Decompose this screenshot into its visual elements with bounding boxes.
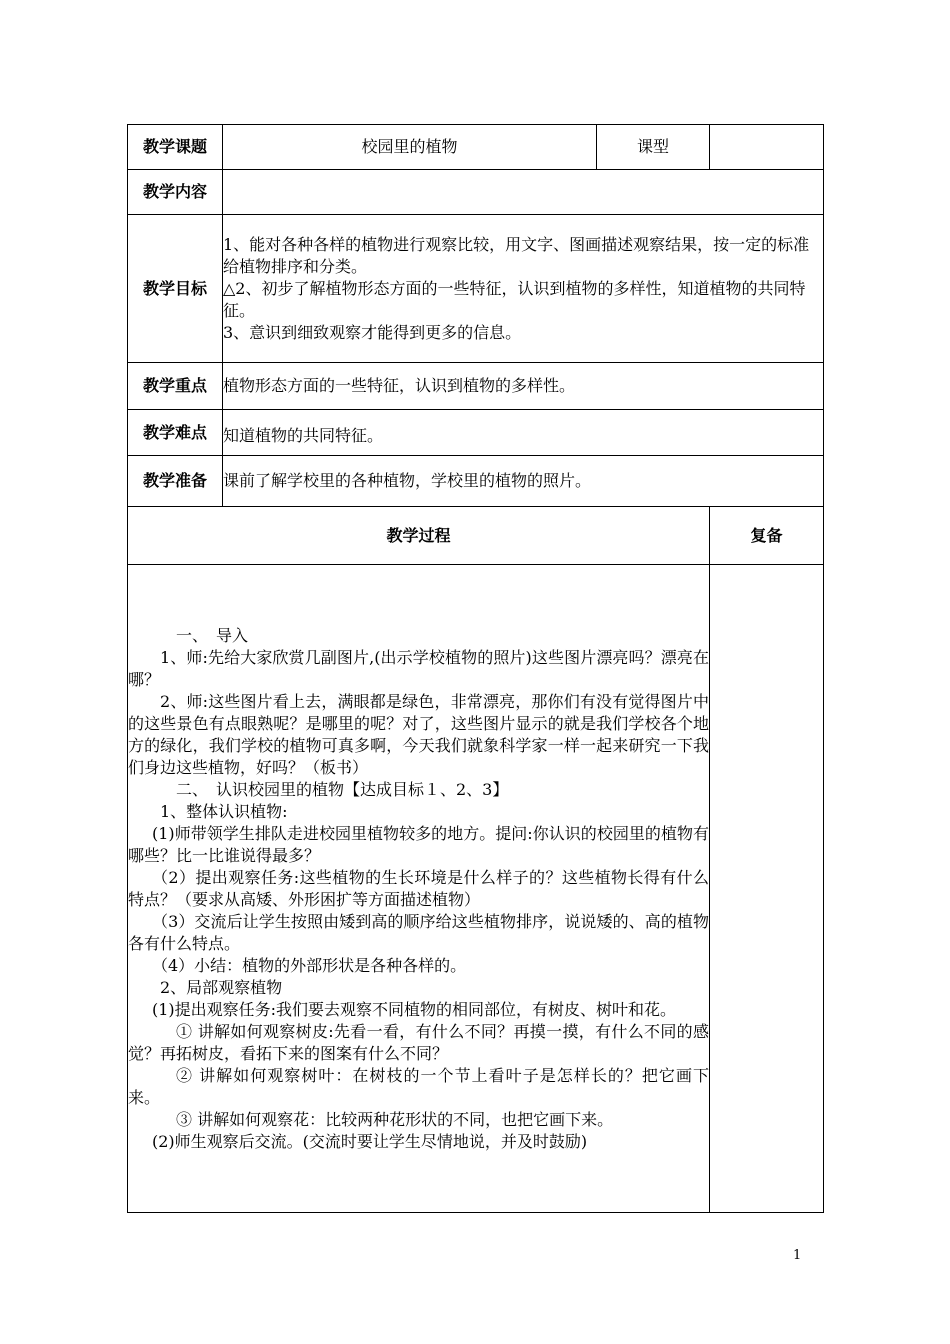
process-paragraph: (2)师生观察后交流。(交流时要让学生尽情地说，并及时鼓励) bbox=[152, 1131, 588, 1151]
process-paragraph: 2、局部观察植物 bbox=[160, 977, 283, 997]
notes-content bbox=[710, 565, 824, 1213]
row-process-body bbox=[128, 565, 824, 1213]
type-label: 课型 bbox=[597, 125, 710, 170]
lesson-plan-table bbox=[127, 124, 824, 1213]
process-paragraph: (1)师带领学生排队走进校园里植物较多的地方。提问:你认识的校园里的植物有哪些？比一比谁说得最多？ bbox=[128, 823, 709, 865]
process-paragraph: （4）小结：植物的外部形状是各种各样的。 bbox=[152, 955, 467, 975]
process-paragraph: 2、师:这些图片看上去，满眼都是绿色，非常漂亮，那你们有没有觉得图片中的这些景色有点眼熟呢？是哪里的呢？对了，这些图片显示的就是我们学校各个地方的绿化，我们学校的植物可真多啊，今天我们就象科学家一样一起来研究一下我们身边这些植物，好吗？（板书） bbox=[128, 691, 709, 777]
process-paragraph: 二、 认识校园里的植物【达成目标１、2、3】 bbox=[176, 779, 509, 799]
page-number: 1 bbox=[793, 1248, 802, 1263]
content-value bbox=[223, 170, 824, 215]
process-paragraph: (1)提出观察任务:我们要去观察不同植物的相同部位，有树皮、树叶和花。 bbox=[152, 999, 677, 1019]
row-content bbox=[128, 170, 824, 215]
row-key-point bbox=[128, 363, 824, 410]
row-topic bbox=[128, 125, 824, 170]
type-value bbox=[710, 125, 824, 170]
row-difficulty bbox=[128, 410, 824, 456]
process-paragraph: 1、师:先给大家欣赏几副图片,(出示学校植物的照片)这些图片漂亮吗？漂亮在哪？ bbox=[128, 647, 709, 689]
prep-label: 教学准备 bbox=[128, 456, 223, 507]
row-preparation bbox=[128, 456, 824, 507]
goals-list bbox=[223, 215, 824, 363]
process-title: 教学过程 bbox=[128, 507, 710, 565]
key-value: 植物形态方面的一些特征，认识到植物的多样性。 bbox=[223, 363, 824, 410]
row-goals bbox=[128, 215, 824, 363]
goal-item: 1、能对各种各样的植物进行观察比较，用文字、图画描述观察结果，按一定的标准给植物排序和分类。 bbox=[223, 234, 810, 276]
process-paragraph: ① 讲解如何观察树皮:先看一看，有什么不同？再摸一摸，有什么不同的感觉？再拓树皮，看拓下来的图案有什么不同？ bbox=[128, 1021, 709, 1063]
process-content bbox=[128, 565, 710, 1213]
process-paragraph: （2）提出观察任务:这些植物的生长环境是什么样子的？这些植物长得有什么特点？（要求从高矮、外形困扩等方面描述植物） bbox=[128, 867, 709, 909]
goal-item: 3、意识到细致观察才能得到更多的信息。 bbox=[223, 322, 522, 342]
difficulty-label: 教学难点 bbox=[128, 410, 223, 456]
key-label: 教学重点 bbox=[128, 363, 223, 410]
goal-item: △2、初步了解植物形态方面的一些特征，认识到植物的多样性，知道植物的共同特征。 bbox=[223, 278, 806, 320]
process-paragraph: ② 讲解如何观察树叶：在树枝的一个节上看叶子是怎样长的？把它画下来。 bbox=[128, 1065, 709, 1107]
prep-value: 课前了解学校里的各种植物，学校里的植物的照片。 bbox=[223, 456, 824, 507]
process-paragraph: 一、 导入 bbox=[176, 625, 249, 645]
row-process-header bbox=[128, 507, 824, 565]
topic-value: 校园里的植物 bbox=[223, 125, 597, 170]
difficulty-value: 知道植物的共同特征。 bbox=[223, 410, 824, 456]
process-paragraph: （3）交流后让学生按照由矮到高的顺序给这些植物排序，说说矮的、高的植物各有什么特点。 bbox=[128, 911, 709, 953]
process-paragraph: ③ 讲解如何观察花：比较两种花形状的不同，也把它画下来。 bbox=[176, 1109, 614, 1129]
goals-label: 教学目标 bbox=[128, 215, 223, 363]
content-label: 教学内容 bbox=[128, 170, 223, 215]
process-paragraph: 1、整体认识植物: bbox=[160, 801, 288, 821]
notes-title: 复备 bbox=[710, 507, 824, 565]
topic-label: 教学课题 bbox=[128, 125, 223, 170]
